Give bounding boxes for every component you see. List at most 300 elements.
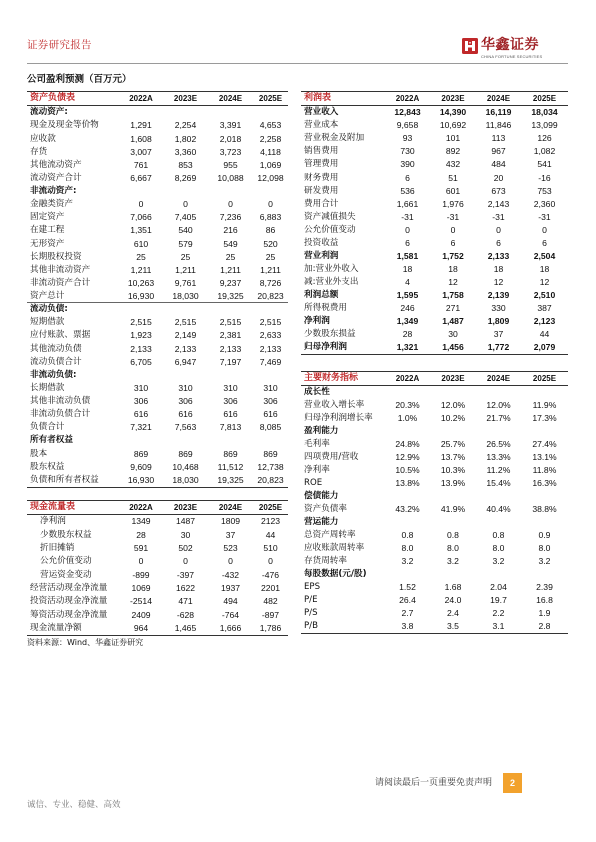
value-cell: 540 bbox=[178, 225, 193, 236]
row-label: 现金流量净额 bbox=[30, 623, 82, 634]
value-cell: 2,133 bbox=[130, 343, 152, 354]
value-cell: 8.0 bbox=[538, 543, 551, 554]
row-label: 折旧摊销 bbox=[40, 543, 75, 554]
value-cell: 18,030 bbox=[172, 474, 199, 485]
row-label: 毛利率 bbox=[304, 439, 330, 450]
value-cell: 26.5% bbox=[486, 439, 511, 450]
value-cell: 330 bbox=[491, 303, 506, 314]
row-label: 营业成本 bbox=[304, 120, 339, 131]
value-cell: 11.9% bbox=[532, 400, 557, 411]
value-cell: 2.7 bbox=[401, 608, 414, 619]
table-row bbox=[27, 172, 288, 185]
row-label: 非流动负债合计 bbox=[30, 409, 91, 420]
row-label: 四项费用/营收 bbox=[304, 452, 359, 463]
value-cell: 37 bbox=[225, 529, 236, 540]
value-cell: 11.2% bbox=[486, 465, 511, 476]
row-label: 长期股权投资 bbox=[30, 251, 82, 262]
value-cell: 761 bbox=[133, 159, 149, 170]
section-title: 公司盈利预测（百万元） bbox=[27, 74, 132, 85]
value-cell: 1,211 bbox=[175, 264, 196, 275]
table-row bbox=[27, 528, 288, 541]
value-cell: 1,595 bbox=[396, 290, 419, 301]
logo-subtitle: CHINA FORTUNE SECURITIES bbox=[481, 54, 543, 59]
value-cell: 6 bbox=[405, 237, 410, 248]
value-cell: 1,786 bbox=[259, 623, 282, 634]
value-cell: 1,802 bbox=[174, 133, 197, 144]
value-cell: 0 bbox=[268, 556, 273, 567]
value-cell: 0 bbox=[542, 224, 547, 235]
value-cell: 20,823 bbox=[257, 474, 284, 485]
row-label: 投资活动现金净流量 bbox=[30, 596, 108, 607]
row-label: 营运能力 bbox=[304, 517, 339, 528]
row-label: 公允价值变动 bbox=[40, 556, 92, 567]
value-cell: 6,705 bbox=[130, 356, 152, 367]
value-cell: 13.1% bbox=[532, 452, 557, 463]
table-row bbox=[301, 477, 568, 490]
table-title: 主要财务指标 bbox=[304, 373, 359, 383]
row-label: 流动负债: bbox=[30, 304, 68, 315]
table-row bbox=[301, 503, 568, 516]
row-label: 销售费用 bbox=[304, 146, 339, 157]
table-row bbox=[301, 224, 568, 237]
value-cell: -31 bbox=[446, 211, 460, 222]
table-row bbox=[301, 197, 568, 210]
value-cell: 730 bbox=[400, 146, 415, 157]
source-note: 资料来源：Wind、华鑫证券研究 bbox=[27, 638, 144, 647]
value-cell: 432 bbox=[445, 159, 461, 170]
table-row bbox=[27, 211, 288, 224]
row-label: 流动负债合计 bbox=[30, 356, 82, 367]
value-cell: 2409 bbox=[131, 609, 151, 620]
value-cell: 3.1 bbox=[492, 621, 505, 632]
value-cell: -397 bbox=[176, 569, 195, 580]
table-section-row bbox=[27, 185, 288, 198]
value-cell: 1,211 bbox=[260, 264, 281, 275]
value-cell: 869 bbox=[223, 448, 238, 459]
value-cell: 18,030 bbox=[172, 290, 199, 301]
value-cell: 19,325 bbox=[217, 474, 244, 485]
value-cell: 2.8 bbox=[538, 621, 551, 632]
year-header: 2025E bbox=[258, 502, 283, 512]
row-label: 所有者权益 bbox=[30, 435, 73, 446]
value-cell: 6,883 bbox=[259, 212, 282, 223]
value-cell: 2,133 bbox=[174, 343, 197, 354]
value-cell: 8,726 bbox=[259, 277, 282, 288]
value-cell: 9,761 bbox=[174, 277, 197, 288]
value-cell: 0 bbox=[496, 224, 501, 235]
value-cell: 2,515 bbox=[259, 317, 282, 328]
row-label: 其他流动负债 bbox=[30, 343, 82, 354]
table-row bbox=[27, 145, 288, 158]
table-row bbox=[27, 395, 288, 408]
row-label: 归母净利润 bbox=[304, 342, 347, 353]
value-cell: 1,758 bbox=[442, 290, 464, 301]
value-cell: 1,752 bbox=[442, 250, 464, 261]
value-cell: 51 bbox=[448, 172, 458, 183]
table-row bbox=[301, 315, 568, 328]
table-row bbox=[301, 542, 568, 555]
table-row bbox=[301, 620, 568, 633]
value-cell: 25 bbox=[136, 251, 146, 262]
value-cell: 10.2% bbox=[440, 413, 466, 424]
value-cell: 3.2 bbox=[538, 556, 551, 567]
value-cell: 306 bbox=[178, 396, 193, 407]
year-header: 2023E bbox=[173, 93, 198, 103]
value-cell: 216 bbox=[223, 225, 238, 236]
table-section-row bbox=[27, 106, 288, 119]
value-cell: 520 bbox=[263, 238, 278, 249]
year-header: 2025E bbox=[532, 373, 557, 383]
table-row bbox=[27, 119, 288, 132]
value-cell: 1,349 bbox=[396, 316, 419, 327]
row-label: 现金及现金等价物 bbox=[30, 120, 99, 131]
cash-flow-table bbox=[27, 500, 288, 636]
year-header: 2022A bbox=[129, 502, 153, 512]
value-cell: 44 bbox=[539, 329, 550, 340]
row-label: 公允价值变动 bbox=[304, 224, 356, 235]
value-cell: 10,088 bbox=[217, 172, 244, 183]
row-label: 减:营业外支出 bbox=[304, 277, 359, 288]
row-label: P/E bbox=[304, 595, 318, 606]
value-cell: 1,456 bbox=[442, 342, 464, 353]
row-label: 存货 bbox=[30, 146, 48, 157]
value-cell: 2,018 bbox=[219, 133, 242, 144]
value-cell: 6 bbox=[542, 237, 547, 248]
table-row bbox=[27, 421, 288, 434]
year-header: 2025E bbox=[258, 93, 283, 103]
table-section-row bbox=[301, 386, 568, 399]
value-cell: 0 bbox=[183, 199, 188, 210]
year-header: 2023E bbox=[441, 373, 465, 383]
value-cell: 12.9% bbox=[395, 452, 420, 463]
value-cell: 7,469 bbox=[259, 356, 282, 367]
value-cell: 18 bbox=[539, 263, 550, 274]
table-row bbox=[27, 355, 288, 368]
value-cell: 40.4% bbox=[486, 504, 511, 515]
year-header: 2024E bbox=[218, 93, 243, 103]
row-label: 股本 bbox=[30, 448, 48, 459]
value-cell: 1622 bbox=[175, 583, 196, 594]
value-cell: -897 bbox=[261, 609, 280, 620]
table-section-row bbox=[27, 369, 288, 382]
value-cell: 8,269 bbox=[174, 172, 197, 183]
table-section-row bbox=[301, 568, 568, 581]
row-label: 流动资产: bbox=[30, 107, 68, 118]
row-label: 盈利能力 bbox=[304, 426, 339, 437]
value-cell: -476 bbox=[261, 569, 280, 580]
value-cell: 2,510 bbox=[533, 290, 556, 301]
row-label: 所得税费用 bbox=[304, 303, 347, 314]
value-cell: 38.8% bbox=[532, 504, 557, 515]
table-header bbox=[27, 91, 288, 106]
table-row bbox=[27, 595, 288, 608]
row-label: 成长性 bbox=[304, 387, 330, 398]
table-row bbox=[27, 159, 288, 172]
table-body bbox=[27, 106, 288, 488]
value-cell: 3.2 bbox=[447, 556, 459, 567]
value-cell: 10,468 bbox=[172, 461, 199, 472]
financial-indicators-table bbox=[301, 371, 568, 634]
value-cell: 13.7% bbox=[440, 452, 466, 463]
table-row bbox=[301, 607, 568, 620]
value-cell: 955 bbox=[223, 159, 238, 170]
year-header: 2024E bbox=[486, 373, 511, 383]
value-cell: 494 bbox=[223, 596, 238, 607]
value-cell: -764 bbox=[221, 609, 240, 620]
value-cell: 10,692 bbox=[439, 120, 467, 131]
row-label: 少数股东损益 bbox=[304, 329, 356, 340]
value-cell: 2,143 bbox=[487, 198, 510, 209]
value-cell: 306 bbox=[223, 396, 238, 407]
value-cell: 12,843 bbox=[394, 107, 421, 118]
value-cell: 616 bbox=[263, 409, 278, 420]
value-cell: 1,809 bbox=[487, 316, 510, 327]
value-cell: 1,666 bbox=[219, 623, 242, 634]
row-label: 资产减值损失 bbox=[304, 211, 356, 222]
value-cell: 3,007 bbox=[130, 146, 152, 157]
row-label: 在建工程 bbox=[30, 225, 65, 236]
table-row bbox=[27, 132, 288, 145]
value-cell: 0 bbox=[228, 199, 233, 210]
value-cell: 1,351 bbox=[130, 225, 152, 236]
value-cell: 4,118 bbox=[260, 146, 281, 157]
value-cell: 964 bbox=[133, 623, 149, 634]
value-cell: 1,321 bbox=[396, 342, 419, 353]
value-cell: 24.0 bbox=[444, 595, 462, 606]
value-cell: 0 bbox=[450, 224, 456, 235]
table-row bbox=[301, 464, 568, 477]
value-cell: 7,197 bbox=[219, 356, 242, 367]
value-cell: 6 bbox=[450, 237, 456, 248]
company-logo bbox=[462, 37, 546, 60]
value-cell: 3.8 bbox=[401, 621, 414, 632]
value-cell: 24.8% bbox=[395, 439, 420, 450]
value-cell: 1.0% bbox=[397, 413, 418, 424]
value-cell: 6 bbox=[496, 237, 501, 248]
value-cell: 25 bbox=[225, 251, 236, 262]
value-cell: 892 bbox=[445, 146, 461, 157]
value-cell: 616 bbox=[133, 409, 149, 420]
value-cell: 853 bbox=[178, 159, 193, 170]
table-row bbox=[27, 198, 288, 211]
table-row bbox=[27, 542, 288, 555]
table-title: 利润表 bbox=[304, 93, 332, 103]
table-row bbox=[27, 515, 288, 528]
table-row bbox=[301, 237, 568, 250]
value-cell: 11.8% bbox=[532, 465, 557, 476]
row-label: 加:营业外收入 bbox=[304, 263, 359, 274]
value-cell: 27.4% bbox=[532, 439, 557, 450]
year-header: 2024E bbox=[486, 93, 511, 103]
value-cell: 310 bbox=[178, 382, 193, 393]
row-label: 归母净利润增长率 bbox=[304, 413, 373, 424]
row-label: 资产总计 bbox=[30, 290, 65, 301]
value-cell: 0 bbox=[183, 556, 188, 567]
row-label: 金融类资产 bbox=[30, 199, 73, 210]
row-label: 营运资金变动 bbox=[40, 569, 92, 580]
table-row bbox=[301, 106, 568, 119]
table-row bbox=[301, 171, 568, 184]
row-label: 营业税金及附加 bbox=[304, 133, 365, 144]
row-label: 其他非流动资产 bbox=[30, 264, 91, 275]
value-cell: 7,813 bbox=[219, 422, 242, 433]
table-row bbox=[301, 438, 568, 451]
table-row bbox=[27, 555, 288, 568]
value-cell: 2,633 bbox=[259, 330, 282, 341]
report-type-label: 证券研究报告 bbox=[27, 39, 92, 51]
disclaimer-notice: 请阅读最后一页重要免责声明 bbox=[374, 778, 492, 788]
value-cell: 86 bbox=[265, 225, 276, 236]
value-cell: 1,772 bbox=[487, 342, 510, 353]
value-cell: 869 bbox=[178, 448, 193, 459]
row-label: 其他流动资产 bbox=[30, 159, 82, 170]
row-label: ROE bbox=[304, 478, 323, 489]
value-cell: 14,390 bbox=[439, 107, 467, 118]
row-label: 费用合计 bbox=[304, 198, 339, 209]
year-header: 2023E bbox=[441, 93, 465, 103]
table-body bbox=[27, 515, 288, 636]
table-row bbox=[27, 316, 288, 329]
value-cell: 3.2 bbox=[492, 556, 505, 567]
value-cell: 26.4 bbox=[399, 595, 416, 606]
value-cell: 2,360 bbox=[533, 198, 556, 209]
row-label: 长期借款 bbox=[30, 382, 65, 393]
value-cell: 30 bbox=[180, 529, 191, 540]
row-label: 固定资产 bbox=[30, 212, 65, 223]
value-cell: 13.8% bbox=[395, 478, 420, 489]
table-row bbox=[27, 568, 288, 581]
value-cell: 1,211 bbox=[130, 264, 152, 275]
logo-name: 华鑫证券 bbox=[481, 37, 539, 53]
value-cell: 1809 bbox=[220, 516, 241, 527]
table-row bbox=[27, 329, 288, 342]
value-cell: 11,512 bbox=[217, 461, 244, 472]
value-cell: 8,085 bbox=[259, 422, 282, 433]
value-cell: 3,723 bbox=[219, 146, 242, 157]
table-row bbox=[27, 250, 288, 263]
table-row bbox=[301, 328, 568, 341]
value-cell: 0.8 bbox=[447, 530, 459, 541]
value-cell: 1,923 bbox=[130, 330, 152, 341]
value-cell: 610 bbox=[133, 238, 149, 249]
table-body bbox=[301, 106, 568, 355]
value-cell: 126 bbox=[537, 133, 552, 144]
value-cell: 9,658 bbox=[396, 120, 419, 131]
value-cell: 4 bbox=[405, 277, 410, 288]
table-row bbox=[301, 399, 568, 412]
table-row bbox=[301, 132, 568, 145]
table-row bbox=[27, 342, 288, 355]
value-cell: 10,263 bbox=[127, 277, 155, 288]
value-cell: 246 bbox=[400, 303, 415, 314]
value-cell: 13,099 bbox=[531, 120, 558, 131]
row-label: 净利率 bbox=[304, 465, 330, 476]
value-cell: 482 bbox=[263, 596, 278, 607]
table-header bbox=[27, 500, 288, 515]
value-cell: 0.8 bbox=[401, 530, 414, 541]
value-cell: 616 bbox=[178, 409, 193, 420]
value-cell: -31 bbox=[401, 211, 414, 222]
row-label: 股东权益 bbox=[30, 461, 65, 472]
value-cell: 19.7 bbox=[490, 595, 507, 606]
value-cell: 1.9 bbox=[538, 608, 551, 619]
table-header bbox=[301, 371, 568, 386]
value-cell: 1,069 bbox=[259, 159, 282, 170]
value-cell: 6 bbox=[405, 172, 410, 183]
value-cell: 0.8 bbox=[492, 530, 505, 541]
value-cell: 7,321 bbox=[130, 422, 152, 433]
value-cell: 25 bbox=[265, 251, 276, 262]
year-header: 2025E bbox=[532, 93, 557, 103]
value-cell: 0 bbox=[405, 224, 410, 235]
value-cell: 2,381 bbox=[219, 330, 242, 341]
table-row bbox=[301, 250, 568, 263]
income-statement-table bbox=[301, 91, 568, 355]
table-body bbox=[301, 386, 568, 634]
value-cell: 16.3% bbox=[532, 478, 557, 489]
row-label: 投资收益 bbox=[304, 237, 339, 248]
row-label: 偿债能力 bbox=[304, 491, 339, 502]
value-cell: 20.3% bbox=[395, 400, 420, 411]
value-cell: 549 bbox=[223, 238, 238, 249]
row-label: 应付账款、票据 bbox=[30, 330, 91, 341]
row-label: 无形资产 bbox=[30, 238, 65, 249]
table-row bbox=[27, 382, 288, 395]
value-cell: 387 bbox=[537, 303, 552, 314]
value-cell: 18,034 bbox=[531, 107, 558, 118]
value-cell: 12 bbox=[493, 277, 504, 288]
table-row bbox=[301, 412, 568, 425]
value-cell: 869 bbox=[263, 448, 278, 459]
row-label: 营业收入增长率 bbox=[304, 400, 365, 411]
value-cell: 2,254 bbox=[174, 120, 197, 131]
value-cell: 579 bbox=[178, 238, 193, 249]
year-header: 2024E bbox=[218, 502, 243, 512]
value-cell: 12,098 bbox=[257, 172, 284, 183]
row-label: 非流动资产: bbox=[30, 186, 77, 197]
row-label: 利润总额 bbox=[304, 290, 339, 301]
value-cell: 2,515 bbox=[219, 317, 242, 328]
value-cell: 523 bbox=[223, 543, 238, 554]
value-cell: -31 bbox=[538, 211, 551, 222]
value-cell: -16 bbox=[538, 172, 551, 183]
table-section-row bbox=[27, 434, 288, 447]
value-cell: 21.7% bbox=[486, 413, 511, 424]
value-cell: 2,258 bbox=[259, 133, 282, 144]
table-row bbox=[27, 622, 288, 635]
row-label: 管理费用 bbox=[304, 159, 339, 170]
table-row bbox=[301, 184, 568, 197]
value-cell: 13.3% bbox=[486, 452, 511, 463]
value-cell: 310 bbox=[263, 382, 278, 393]
value-cell: 967 bbox=[491, 146, 506, 157]
value-cell: 510 bbox=[263, 543, 278, 554]
value-cell: 18 bbox=[448, 263, 458, 274]
value-cell: 7,405 bbox=[174, 212, 197, 223]
table-section-row bbox=[301, 425, 568, 438]
value-cell: 1349 bbox=[131, 516, 151, 527]
value-cell: 25.7% bbox=[440, 439, 466, 450]
value-cell: -2514 bbox=[130, 596, 152, 607]
value-cell: 1,082 bbox=[533, 146, 556, 157]
value-cell: 18 bbox=[402, 263, 413, 274]
value-cell: 2,515 bbox=[130, 317, 152, 328]
value-cell: 1.68 bbox=[444, 582, 462, 593]
value-cell: 8.0 bbox=[401, 543, 414, 554]
value-cell: 541 bbox=[537, 159, 552, 170]
value-cell: 15.4% bbox=[486, 478, 511, 489]
table-row bbox=[27, 460, 288, 473]
